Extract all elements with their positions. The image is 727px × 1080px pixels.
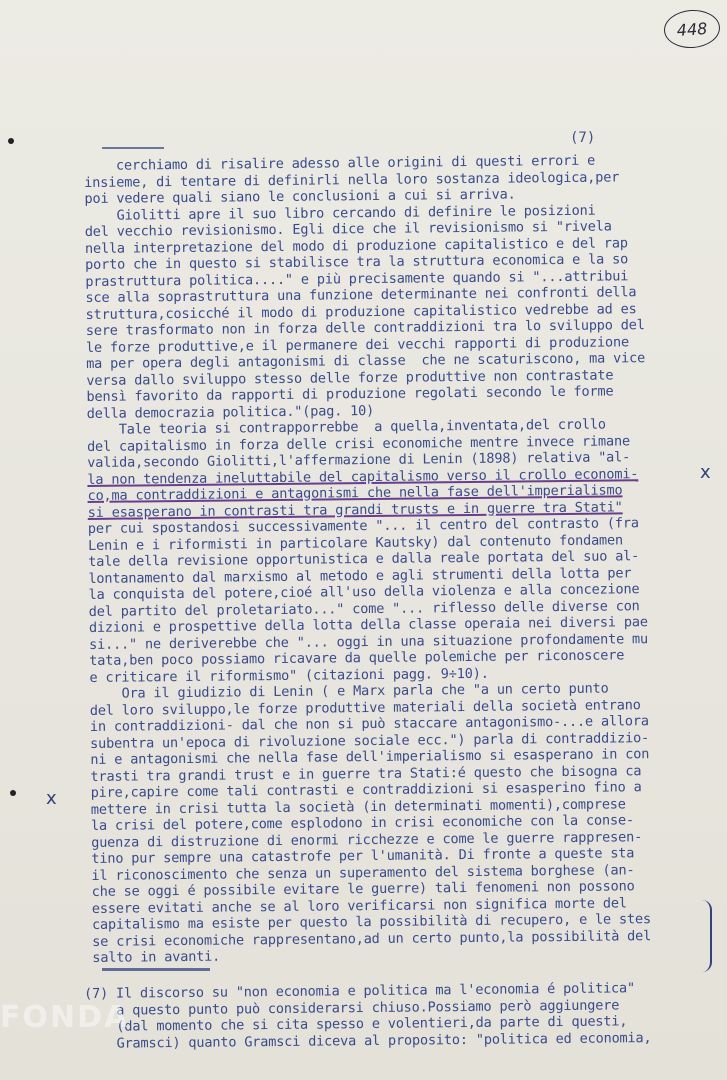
text-line: il riconoscimento che senza un superamento del sistema borghese (an- (91, 861, 635, 884)
text-line: per cui spostandosi successivamente "... il centro del contrasto (fra (87, 515, 639, 537)
text-line: Tale teoria si contrapporrebbe a quella,inventata,del crollo (86, 416, 606, 438)
text-line: del partito del proletariato..." come "... riflesso delle diverse con (88, 597, 640, 620)
text-line: porto che in questo si stabilisce tra la struttura economica e la so (85, 251, 629, 273)
text-line: pire,capire come tali contrasti e contraddizioni si esasperino fino a (90, 779, 642, 801)
text-line: tata,ben poco possiamo ricavare da quelle polemiche per riconoscere (89, 647, 625, 669)
text-line: nella interpretazione del modo di produzione capitalistico e del rap (84, 234, 628, 257)
text-line: tino pur sempre una catastrofe per l'umanità. Di fronte a queste sta (91, 845, 635, 867)
text-line: del loro sviluppo,le forze produttive materiali della società entrano (89, 696, 641, 719)
text-line: co,ma contraddizioni e antagonismi che nella fase dell'imperialismo (87, 482, 623, 504)
footnote-line: a questo punto può considerarsi chiuso.Possiamo però aggiungere (84, 996, 620, 1019)
margin-mark-x: x (46, 788, 57, 809)
text-line: valida,secondo Giolitti,l'affermazione di Lenin (1898) relativa "al- (87, 449, 631, 471)
text-line: la non tendenza ineluttabile del capitalismo verso il crollo economi- (87, 465, 639, 488)
text-line: insieme, di tentare di definirli nella loro sostanza ideologica,per (84, 168, 620, 191)
text-line: ni e antagonismi che nella fase dell'imperialismo si esasperano in con (90, 746, 650, 768)
punch-hole (10, 790, 16, 796)
text-line: struttura,cosicché il modo di produzione capitalistico vedrebbe ad es (85, 300, 637, 323)
text-line: salto in avanti. (92, 948, 221, 966)
text-line: capitalismo ma esiste per questo la possibilità di recupero, e le stes (91, 911, 651, 933)
text-line: del capitalismo in forza delle crisi economiche mentre invece rimane (86, 432, 630, 455)
text-line: mettere in crisi tutta la società (in determinati momenti),comprese (90, 795, 626, 818)
text-line: essere evitati anche se al loro verificarsi non significa morte del (91, 894, 627, 917)
watermark: FONDA (0, 1000, 130, 1035)
text-line: della democrazia politica."(pag. 10) (86, 402, 375, 422)
note-reference: (7) (570, 130, 596, 146)
text-line: subentra un'epoca di rivoluzione sociale ecc.") parla di contraddizio- (90, 729, 650, 752)
text-line: le forze produttive,e il permanere dei vecchi rapporti di produzione (85, 333, 629, 356)
text-line: versa dallo sviluppo stesso delle forze produttive non contrastate (86, 366, 614, 389)
text-line: in contraddizioni- dal che non si può staccare antagonismo-...e allora (89, 713, 649, 735)
text-line: Ora il giudizio di Lenin ( e Marx parla che "a un certo punto (89, 680, 609, 702)
footnote-divider (102, 968, 210, 971)
text-line: dizioni e prospettive della lotta della classe operaia nei diversi pae (88, 614, 648, 636)
text-line: trasti tra grandi trust e in guerre tra Stati:é questo che bisogna ca (90, 762, 642, 785)
footnote (84, 980, 705, 1052)
margin-bracket (700, 900, 712, 972)
text-line: bensì favorito da rapporti di produzione regolati secondo le forme (86, 383, 614, 405)
footnote-line: Gramsci) quanto Gramsci diceva al proposito: "politica ed economia, (84, 1029, 652, 1052)
text-line: la conquista del potere,cioé all'uso della violenza e alla concezione (88, 581, 640, 603)
text-line: si esasperano in contrasti tra grandi trusts e in guerre tra Stati" (87, 498, 623, 521)
footnote-line: (7) Il discorso su "non economia e politica ma l'economia é politica" (84, 980, 636, 1002)
margin-mark-x: x (700, 462, 711, 483)
text-line: sere trasformato non in forza delle contraddizioni tra lo sviluppo del (85, 317, 645, 339)
text-line: prastruttura politica...." e più precisamente quando si "...attribui (85, 267, 629, 290)
text-line: che se oggi é possibile evitare le guerre) tali fenomeni non possono (91, 878, 635, 900)
handwritten-page-number: 448 (663, 8, 722, 50)
text-line: cerchiamo di risalire adesso alle origini di questi errori e (84, 152, 596, 174)
text-line: si..." ne deriverebbe che "... oggi in una situazione profondamente mu (89, 630, 649, 653)
text-line: e criticare il riformismo" (citazioni pagg. 9÷10). (89, 665, 489, 686)
text-line: lontanamento dal marxismo al metodo e agli strumenti della lotta per (88, 564, 632, 587)
footnote-line: (dal momento che si cita spesso e volentieri,da parte di questi, (84, 1013, 628, 1035)
text-line: sce alla soprastruttura una funzione determinante nei confronti della (85, 284, 637, 306)
text-line: poi vedere quali siano le conclusioni a cui si arriva. (84, 186, 516, 207)
punch-hole (8, 138, 14, 144)
text-line: del vecchio revisionismo. Egli dice che il revisionismo si "rivela (84, 218, 612, 240)
text-line: se crisi economiche rappresentano,ad un certo punto,la possibilità del (92, 927, 652, 950)
body-text (84, 151, 714, 966)
text-line: la crisi del potere,come esplodono in crisi economiche con la conse- (90, 812, 634, 834)
text-line: tale della revisione opportunistica e dalla reale portata del suo al- (88, 548, 640, 570)
divider (102, 147, 164, 149)
text-line: guenza di distruzione di enormi ricchezze e come le guerre rappresen- (91, 828, 643, 851)
text-line: Lenin e i riformisti in particolare Kautsky) dal contenuto fondamen (87, 531, 624, 554)
text-line: Giolitti apre il suo libro cercando di definire le posizioni (84, 202, 596, 224)
text-line: ma per opera degli antagonismi di classe che ne scaturiscono, ma vice (86, 350, 646, 372)
